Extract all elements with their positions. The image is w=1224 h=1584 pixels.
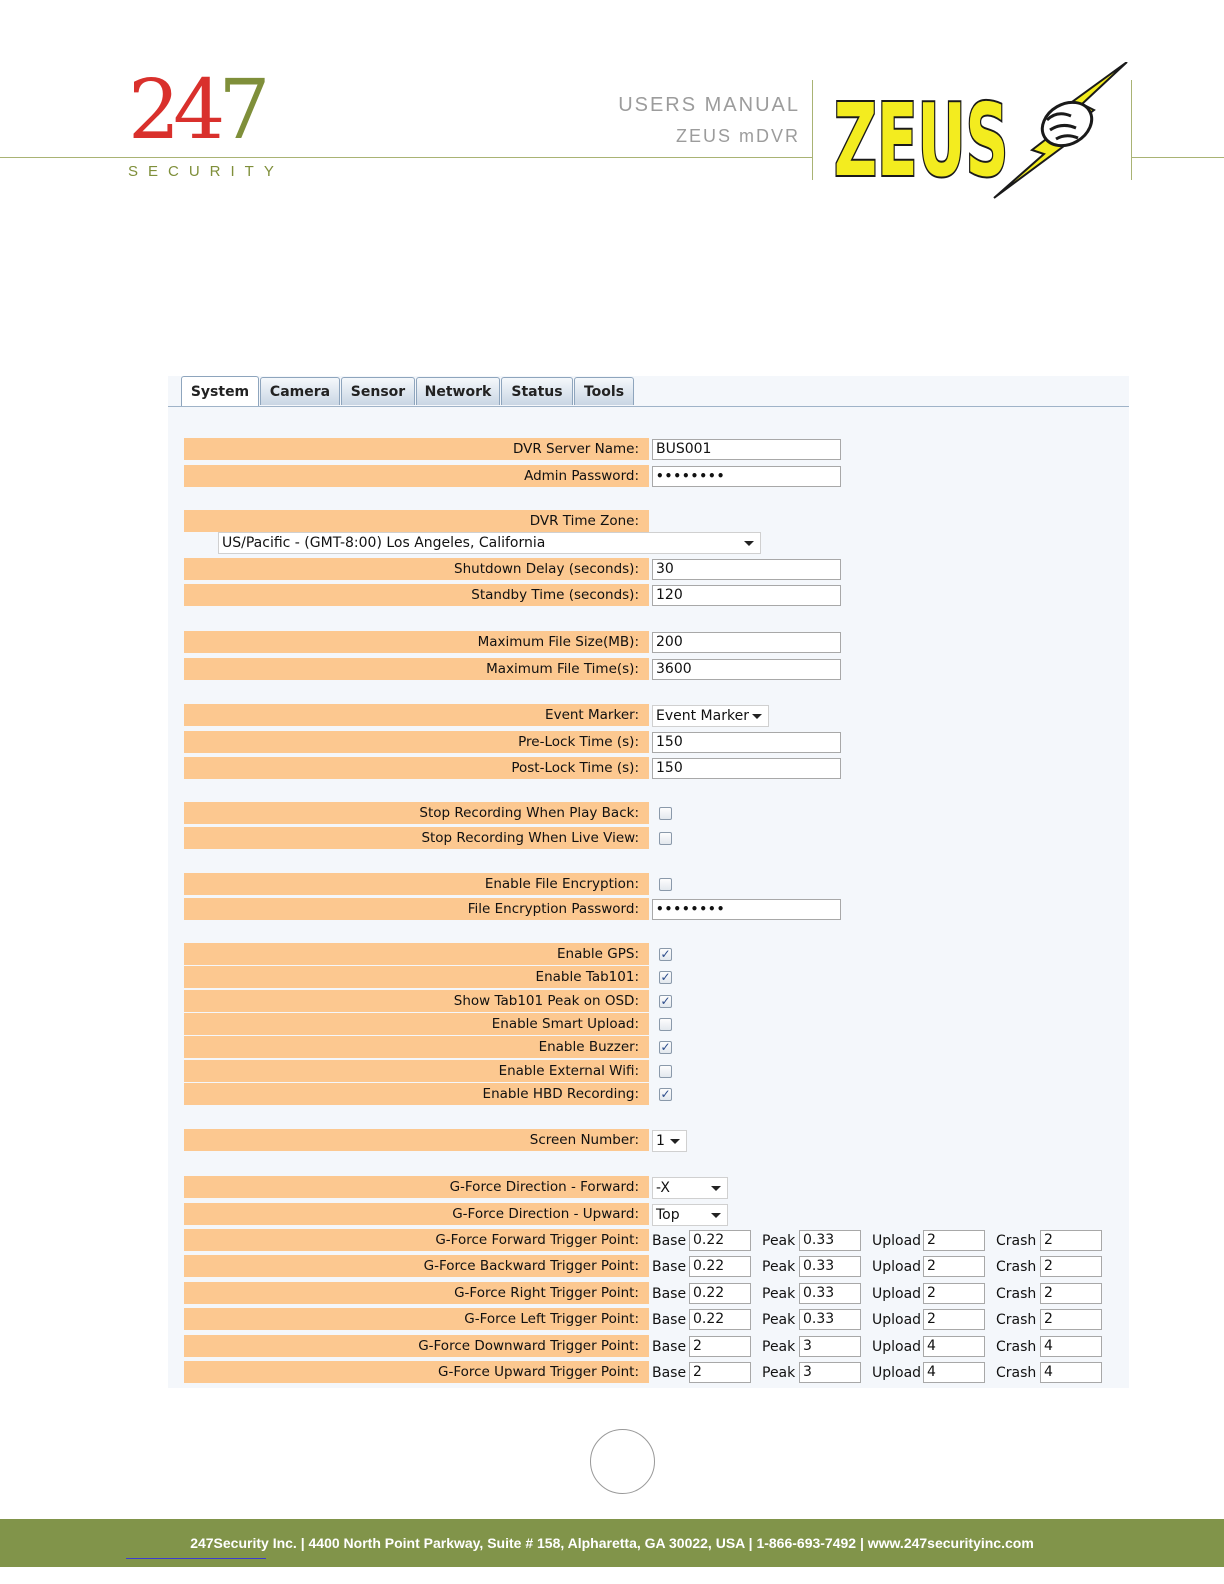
enable-tab101-checkbox[interactable]: ✓ (660, 970, 671, 984)
trigger-peak-input[interactable]: 0.33 (799, 1283, 861, 1304)
event-marker-value: Event Marker (656, 708, 749, 724)
trigger-row-label: G-Force Downward Trigger Point: (184, 1335, 649, 1357)
enable-buzzer-checkbox[interactable]: ✓ (660, 1040, 671, 1054)
trigger-peak-label: Peak (762, 1339, 796, 1355)
trigger-row-label: G-Force Backward Trigger Point: (184, 1255, 649, 1277)
trigger-base-input[interactable]: 0.22 (689, 1283, 751, 1304)
event-marker-select[interactable] (652, 705, 769, 727)
trigger-peak-input[interactable]: 3 (799, 1336, 861, 1357)
enable-hbd-recording-checkbox[interactable]: ✓ (660, 1087, 671, 1101)
trigger-base-input[interactable]: 0.22 (689, 1309, 751, 1330)
file-encryption-password-input[interactable]: •••••••• (652, 899, 841, 920)
trigger-crash-input[interactable]: 2 (1040, 1309, 1102, 1330)
header-rule-right (1131, 157, 1224, 158)
screen-number-label: Screen Number: (184, 1129, 649, 1151)
trigger-crash-input[interactable]: 2 (1040, 1230, 1102, 1251)
trigger-crash-label: Crash (996, 1233, 1037, 1249)
pre-lock-time-input[interactable]: 150 (652, 732, 841, 753)
stop-rec-playback-label: Stop Recording When Play Back: (184, 802, 649, 824)
enable-external-wifi-label: Enable External Wifi: (184, 1060, 649, 1082)
max-file-time-input[interactable]: 3600 (652, 659, 841, 680)
gforce-forward-direction-select[interactable] (652, 1177, 728, 1199)
chevron-down-icon (711, 1213, 721, 1218)
trigger-base-label: Base (652, 1365, 687, 1381)
gforce-forward-direction-label: G-Force Direction - Forward: (184, 1176, 649, 1198)
trigger-upload-label: Upload (872, 1339, 922, 1355)
gforce-forward-direction-value: -X (656, 1180, 670, 1196)
trigger-row-label: G-Force Forward Trigger Point: (184, 1229, 649, 1251)
enable-hbd-recording-label: Enable HBD Recording: (184, 1083, 649, 1105)
trigger-peak-input[interactable]: 0.33 (799, 1256, 861, 1277)
shutdown-delay-label: Shutdown Delay (seconds): (184, 558, 649, 580)
time-zone-value: US/Pacific - (GMT-8:00) Los Angeles, California (222, 535, 546, 551)
enable-tab101-label: Enable Tab101: (184, 966, 649, 988)
pre-lock-time-label: Pre-Lock Time (s): (184, 731, 649, 753)
show-tab101-peak-checkbox[interactable]: ✓ (660, 994, 671, 1008)
logo-number-red: 24 (128, 63, 219, 158)
file-encryption-label: Enable File Encryption: (184, 873, 649, 895)
trigger-peak-input[interactable]: 0.33 (799, 1230, 861, 1251)
trigger-upload-label: Upload (872, 1365, 922, 1381)
event-marker-label: Event Marker: (184, 704, 649, 726)
footer-bar: 247Security Inc. | 4400 North Point Parkway, Suite # 158, Alpharetta, GA 30022, USA | 1-866-693-7492 | www.247securityinc.com (0, 1519, 1224, 1567)
enable-gps-checkbox[interactable]: ✓ (660, 947, 671, 961)
screen-number-value: 1 (656, 1133, 665, 1149)
stop-rec-liveview-label: Stop Recording When Live View: (184, 827, 649, 849)
admin-password-input[interactable]: •••••••• (652, 466, 841, 487)
trigger-upload-input[interactable]: 2 (923, 1283, 985, 1304)
post-lock-time-label: Post-Lock Time (s): (184, 757, 649, 779)
lightning-fist-icon (994, 62, 1127, 198)
chevron-down-icon (744, 541, 754, 546)
time-zone-select[interactable] (218, 532, 761, 554)
trigger-row-label: G-Force Upward Trigger Point: (184, 1361, 649, 1383)
trigger-row-label: G-Force Left Trigger Point: (184, 1308, 649, 1330)
trigger-base-label: Base (652, 1312, 687, 1328)
tab-status[interactable]: Status (501, 377, 573, 405)
chevron-down-icon (670, 1139, 680, 1144)
trigger-base-label: Base (652, 1233, 687, 1249)
tab-sensor[interactable]: Sensor (341, 377, 415, 405)
max-file-size-input[interactable]: 200 (652, 632, 841, 653)
file-encryption-password-label: File Encryption Password: (184, 898, 649, 920)
gforce-upward-direction-label: G-Force Direction - Upward: (184, 1203, 649, 1225)
trigger-peak-label: Peak (762, 1312, 796, 1328)
trigger-base-input[interactable]: 0.22 (689, 1230, 751, 1251)
logo-number-green: 7 (218, 63, 264, 158)
standby-time-label: Standby Time (seconds): (184, 584, 649, 606)
logo-wordmark: SECURITY (128, 163, 284, 180)
page-number-circle (590, 1429, 655, 1494)
tab-bar (168, 376, 1129, 407)
enable-buzzer-label: Enable Buzzer: (184, 1036, 649, 1058)
trigger-upload-input[interactable]: 2 (923, 1230, 985, 1251)
enable-external-wifi-checkbox[interactable] (659, 1065, 672, 1078)
trigger-crash-label: Crash (996, 1286, 1037, 1302)
trigger-crash-label: Crash (996, 1312, 1037, 1328)
trigger-peak-label: Peak (762, 1259, 796, 1275)
trigger-crash-input[interactable]: 4 (1040, 1362, 1102, 1383)
shutdown-delay-input[interactable]: 30 (652, 559, 841, 580)
trigger-crash-input[interactable]: 2 (1040, 1283, 1102, 1304)
trigger-crash-label: Crash (996, 1339, 1037, 1355)
post-lock-time-input[interactable]: 150 (652, 758, 841, 779)
trigger-upload-label: Upload (872, 1259, 922, 1275)
show-tab101-peak-label: Show Tab101 Peak on OSD: (184, 990, 649, 1012)
trigger-upload-label: Upload (872, 1233, 922, 1249)
max-file-time-label: Maximum File Time(s): (184, 658, 649, 680)
screen-number-select[interactable] (652, 1130, 687, 1152)
trigger-base-input[interactable]: 2 (689, 1362, 751, 1383)
enable-smart-upload-checkbox[interactable] (659, 1018, 672, 1031)
zeus-logo-text: ZEUS (833, 83, 1009, 200)
gforce-upward-direction-select[interactable] (652, 1204, 728, 1226)
tab-tools[interactable]: Tools (574, 377, 634, 405)
trigger-base-input[interactable]: 0.22 (689, 1256, 751, 1277)
tab-system[interactable]: System (181, 376, 259, 406)
trigger-upload-input[interactable]: 4 (923, 1362, 985, 1383)
company-logo (128, 63, 264, 158)
footer-link-underline (126, 1558, 266, 1559)
trigger-crash-input[interactable]: 2 (1040, 1256, 1102, 1277)
max-file-size-label: Maximum File Size(MB): (184, 631, 649, 653)
header-rule-left (0, 157, 812, 158)
manual-subtitle: ZEUS mDVR (675, 126, 800, 146)
standby-time-input[interactable]: 120 (652, 585, 841, 606)
trigger-peak-label: Peak (762, 1286, 796, 1302)
manual-title: USERS MANUAL (618, 94, 800, 116)
chevron-down-icon (752, 714, 762, 719)
trigger-crash-input[interactable]: 4 (1040, 1336, 1102, 1357)
trigger-upload-input[interactable]: 2 (923, 1256, 985, 1277)
tab-network[interactable]: Network (416, 377, 500, 405)
admin-password-label: Admin Password: (184, 465, 649, 487)
gforce-upward-direction-value: Top (656, 1207, 680, 1223)
trigger-peak-label: Peak (762, 1365, 796, 1381)
trigger-crash-label: Crash (996, 1365, 1037, 1381)
header-divider-left (812, 80, 813, 180)
stop-rec-liveview-checkbox[interactable] (659, 832, 672, 845)
trigger-base-label: Base (652, 1286, 687, 1302)
trigger-upload-input[interactable]: 4 (923, 1336, 985, 1357)
trigger-row-label: G-Force Right Trigger Point: (184, 1282, 649, 1304)
time-zone-label: DVR Time Zone: (184, 510, 649, 532)
trigger-peak-input[interactable]: 0.33 (799, 1309, 861, 1330)
trigger-base-label: Base (652, 1339, 687, 1355)
trigger-base-input[interactable]: 2 (689, 1336, 751, 1357)
dvr-server-name-label: DVR Server Name: (184, 438, 649, 460)
tab-camera[interactable]: Camera (260, 377, 340, 405)
file-encryption-checkbox[interactable] (659, 878, 672, 891)
trigger-upload-label: Upload (872, 1312, 922, 1328)
stop-rec-playback-checkbox[interactable] (659, 807, 672, 820)
zeus-brand-logo (832, 62, 1132, 202)
enable-smart-upload-label: Enable Smart Upload: (184, 1013, 649, 1035)
trigger-peak-input[interactable]: 3 (799, 1362, 861, 1383)
dvr-server-name-input[interactable]: BUS001 (652, 439, 841, 460)
trigger-upload-input[interactable]: 2 (923, 1309, 985, 1330)
trigger-peak-label: Peak (762, 1233, 796, 1249)
trigger-crash-label: Crash (996, 1259, 1037, 1275)
trigger-base-label: Base (652, 1259, 687, 1275)
trigger-upload-label: Upload (872, 1286, 922, 1302)
enable-gps-label: Enable GPS: (184, 943, 649, 965)
chevron-down-icon (711, 1186, 721, 1191)
system-settings-panel (168, 376, 1129, 1388)
